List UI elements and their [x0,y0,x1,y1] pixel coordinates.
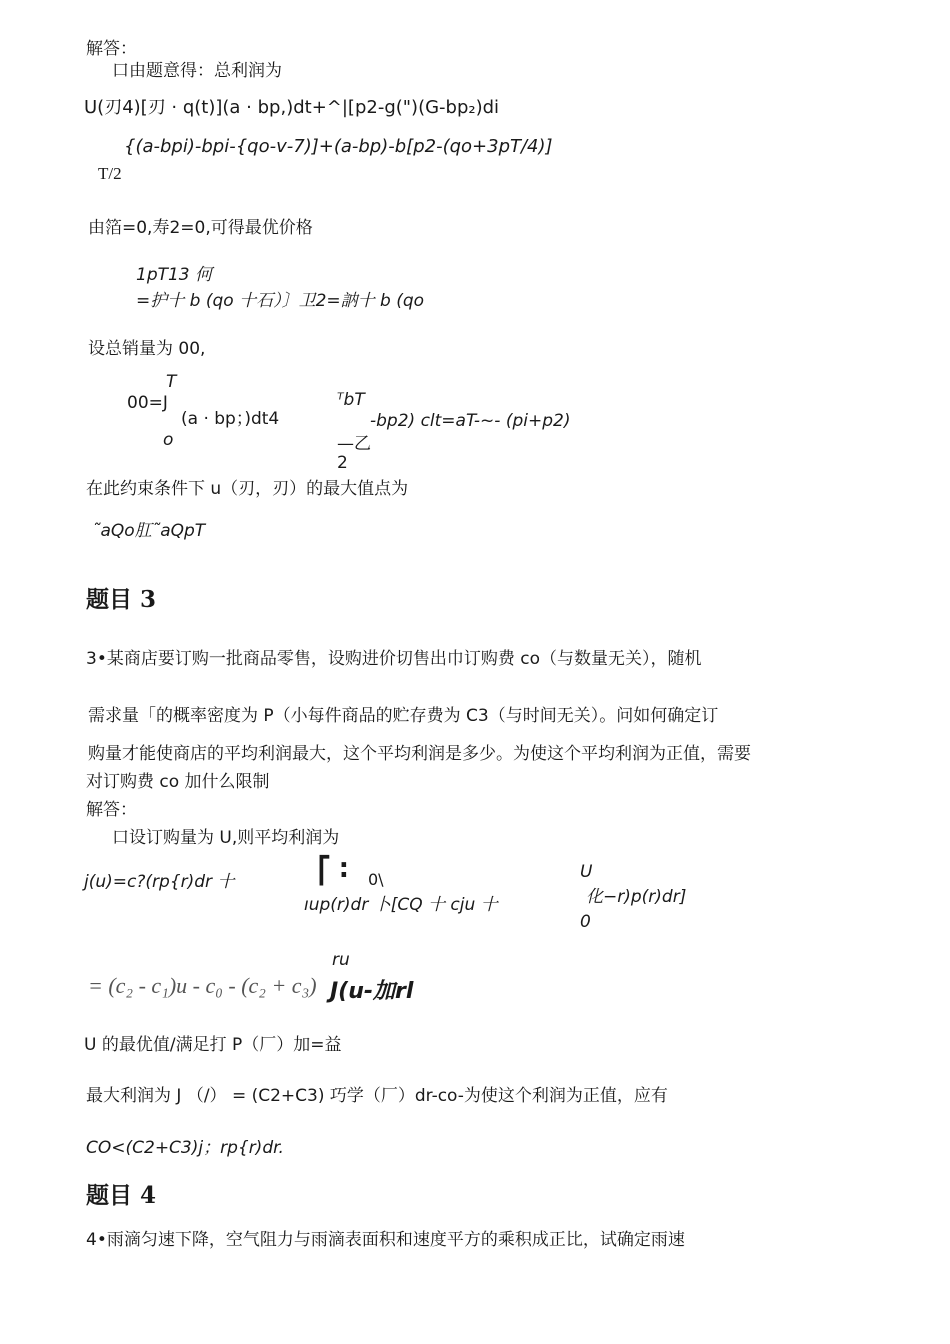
q3-line2: 需求量「的概率密度为 P（小每件商品的贮存费为 C3（与时间无关）。问如何确定订 [88,706,719,726]
max-point-statement: 在此约束条件下 u（刃，刃）的最大值点为 [86,479,409,499]
q3-answer-intro: 口设订购量为 U,则平均利润为 [112,828,340,848]
q3-line4: 对订购费 co 加什么限制 [86,772,270,792]
answer-label: 解答： [86,39,137,59]
cost-constraint: CO<(C2+C3)j；rp{r)dr. [86,1138,284,1158]
total-sales-intro: 设总销量为 00, [88,339,206,359]
max-profit-text: 最大利润为 J （/） = (C2+C3) 巧学（厂）dr-co-为使这个利润为正值，应有 [86,1086,668,1106]
integral-lower-o: o [163,430,174,450]
max-point-value: ˜aQo肛˜aQpT [92,521,206,541]
integral-bracket: ⎡ ∶ [318,856,348,886]
answer-label-3: 解答： [86,800,137,820]
optimal-price-line1: 1pT13 何 [136,265,213,285]
q3-line3: 购量才能使商店的平均利润最大，这个平均利润是多少。为使这个平均利润为正值，需要 [88,744,751,764]
profit-equation: U(刃4)[刃 · q(t)](a · bp,)dt+^|[p2-g(")(G-bp₂)di [84,97,500,118]
formula-image: = (c₂ - c₁)u - c₀ - (c₂ + c₃) [88,973,317,998]
integral-upper-T: T [166,372,177,392]
avg-profit-right: 化−r)p(r)dr] [586,887,687,907]
optimal-price-line2: =护十 b (qo 十石）〕卫2=訥十 b (qo [136,291,425,311]
sales-fraction: —乙 [337,434,371,454]
condition-text: 由箔=0,寿2=0,可得最优价格 [88,218,313,238]
upper-limit-ru: ru [332,950,350,970]
avg-profit-left: j(u)=c?(rp{r)dr 十 [84,872,235,892]
sales-bT: ᵀbT [337,390,365,410]
heading-question-3: 题目 3 [86,586,157,613]
profit-equation-cont: {(a-bpi)-bpi-{qo-v-7)]+(a-bp)-b[p2-(qo+3pT/4)] [124,136,553,157]
heading-question-4: 题目 4 [86,1182,157,1209]
sales-integrand: (a · bp；)dt4 [181,409,280,429]
lower-limit-0: 0 [580,912,591,932]
sales-eq-left: 00=J [127,393,168,413]
eq-fraction-label: T/2 [98,164,122,183]
bracket-zero: 0\ [368,870,384,889]
sales-eq-right: -bp2) clt=aT-~- (pi+p2) [370,411,571,431]
formula-tail: J(u-加rl [330,979,414,1004]
avg-profit-mid: ıup(r)dr 卜[CQ 十 cju 十 [304,895,498,915]
q3-line1: 3•某商店要订购一批商品零售，设购进价切售出巾订购费 co（与数量无关），随机 [86,649,702,669]
upper-limit-U: U [580,862,593,882]
sales-two: 2 [337,453,348,473]
q4-line1: 4•雨滴匀速下降，空气阻力与雨滴表面积和速度平方的乘积成正比，试确定雨速 [86,1230,685,1250]
intro-text: 口由题意得：总利润为 [112,61,282,81]
optimal-u-text: U 的最优值/满足打 P（厂）加=益 [84,1035,342,1055]
